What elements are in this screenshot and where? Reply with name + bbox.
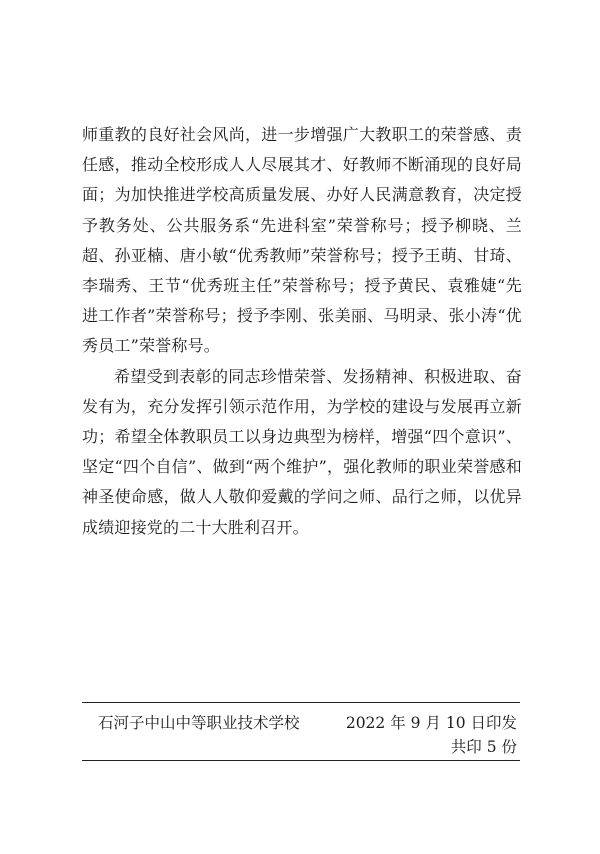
footer-top-rule xyxy=(82,702,520,703)
paragraph-continuation: 师重教的良好社会风尚，进一步增强广大教职工的荣誉感、责任感，推动全校形成人人尽展其才、好教师不断涌现的良好局面；为加快推进学校高质量发展、办好人民满意教育，决定授予教务处、公共服务系“先进科室”荣誉称号；授予柳晓、兰超、孙亚楠、唐小敏“优秀教师”荣誉称号；授予王萌、甘琦、李瑞秀、王节“优秀班主任”荣誉称号；授予黄民、袁雅婕“先进工作者”荣誉称号；授予李刚、张美丽、马明录、张小涛“优秀员工”荣誉称号。 xyxy=(82,125,522,356)
paragraph-hope: 希望受到表彰的同志珍惜荣誉、发扬精神、积极进取、奋发有为，充分发挥引领示范作用，为学校的建设与发展再立新功；希望全体教职员工以身边典型为榜样，增强“四个意识”、坚定“四个自信”、做到“两个维护”，强化教师的职业荣誉感和神圣使命感，做人人敬仰爱戴的学问之师、品行之师，以优异成绩迎接党的二十大胜利召开。 xyxy=(82,366,522,537)
issuer-name: 石河子中山中等职业技术学校 xyxy=(98,714,300,732)
document-body xyxy=(82,120,522,543)
issue-date: 2022 年 9 月 10 日印发 xyxy=(345,714,517,732)
print-copies: 共印 5 份 xyxy=(450,738,517,756)
footer-bottom-rule xyxy=(82,760,520,761)
